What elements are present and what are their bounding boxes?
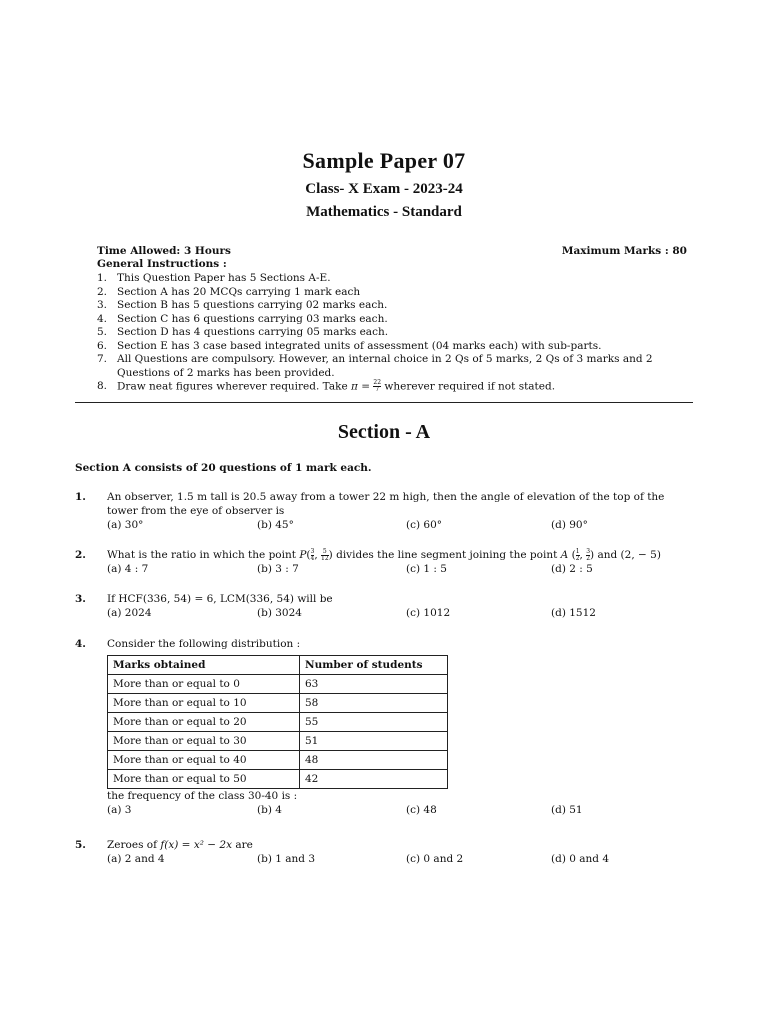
instruction-number: 2. <box>97 285 108 298</box>
fraction-numerator: 3 <box>586 547 591 555</box>
question-text: What is the ratio in which the point P( $\frac{3}{4}$ , $\frac{5}{12}$ ) divides the line segment joining the point A ( $\frac{1}{2}$ , $\frac{3}{2}$ ) and (2, − 5) <box>107 547 661 562</box>
option-b: (b) 3024 <box>257 607 302 619</box>
instruction-number: 1. <box>97 272 108 284</box>
fraction <box>373 380 381 393</box>
fraction-denominator: 7 <box>375 386 380 393</box>
table-row <box>108 675 448 694</box>
table-cell: More than or equal to 40 <box>108 751 300 770</box>
question-5 <box>75 838 695 866</box>
option-c: (c) 60° <box>406 519 443 531</box>
question-number: 1. <box>75 491 86 503</box>
instruction-item <box>97 340 697 354</box>
instruction-text: Section D has 4 questions carrying 05 marks each. <box>117 326 389 338</box>
option-a: (a) 3 <box>107 804 132 816</box>
table-cell: 58 <box>300 694 448 713</box>
general-instructions-heading: General Instructions : <box>97 258 227 270</box>
column-header: Number of students <box>300 656 448 675</box>
option-d: (d) 2 : 5 <box>551 563 593 575</box>
fraction <box>586 549 590 562</box>
instruction-number: 5. <box>97 326 108 338</box>
subject-line: Mathematics - Standard <box>306 204 462 220</box>
option-d: (d) 0 and 4 <box>551 853 610 865</box>
question-number: 2. <box>75 549 86 561</box>
instruction-text-end: wherever required if not stated. <box>381 380 556 393</box>
instruction-text: Section E has 3 case based integrated units of assessment (04 marks each) with sub-parts. <box>117 339 602 352</box>
instruction-text: Section A has 20 MCQs carrying 1 mark each <box>117 285 361 298</box>
question-3 <box>75 592 695 620</box>
question-2 <box>75 548 695 576</box>
question-text-start: What is the ratio in which the point <box>107 549 300 561</box>
question-4 <box>75 637 695 817</box>
table-cell: 51 <box>300 732 448 751</box>
fraction-numerator: 5 <box>322 547 327 555</box>
function-expression: f(x) = x² − 2x <box>160 839 233 851</box>
table-cell: More than or equal to 0 <box>108 675 300 694</box>
question-text: If HCF(336, 54) = 6, LCM(336, 54) will be <box>107 593 333 605</box>
fraction-numerator: 3 <box>310 547 315 555</box>
instruction-number: 7. <box>97 353 108 365</box>
fraction-denominator: 2 <box>575 554 580 562</box>
table-cell: 48 <box>300 751 448 770</box>
instruction-item <box>97 313 697 327</box>
class-line: Class- X Exam - 2023-24 <box>305 181 463 197</box>
table-cell: More than or equal to 30 <box>108 732 300 751</box>
question-1 <box>75 490 695 532</box>
section-title: Section - A <box>337 421 431 443</box>
pi-symbol: π = <box>351 380 371 393</box>
fraction-denominator: 4 <box>310 554 315 562</box>
fraction <box>321 549 329 562</box>
instruction-item <box>97 272 697 286</box>
option-b: (b) 1 and 3 <box>257 853 316 865</box>
table-header-row <box>108 656 448 675</box>
table-cell: More than or equal to 10 <box>108 694 300 713</box>
question-number: 4. <box>75 638 86 650</box>
table-row <box>108 694 448 713</box>
instructions-list <box>97 272 697 394</box>
instruction-number: 4. <box>97 312 108 325</box>
question-text <box>107 838 695 852</box>
fraction <box>576 549 580 562</box>
instruction-item <box>97 380 697 394</box>
option-b: (b) 4 <box>257 804 282 816</box>
instruction-item <box>97 353 697 380</box>
table-cell: More than or equal to 50 <box>108 770 300 789</box>
fraction <box>311 549 315 562</box>
option-a: (a) 2024 <box>107 607 152 619</box>
option-a: (a) 30° <box>107 519 144 531</box>
question-number: 5. <box>75 839 86 851</box>
options-row <box>107 606 695 620</box>
options-row <box>107 518 695 532</box>
table-row <box>108 751 448 770</box>
option-d: (d) 1512 <box>551 607 596 619</box>
question-text-end: are <box>232 839 253 851</box>
time-allowed: Time Allowed: 3 Hours <box>97 245 231 257</box>
option-c: (c) 1012 <box>406 607 451 619</box>
instruction-number: 6. <box>97 339 108 352</box>
option-b: (b) 45° <box>257 519 294 531</box>
question-number: 3. <box>75 593 86 605</box>
instruction-item <box>97 286 697 300</box>
option-c: (c) 48 <box>406 804 437 816</box>
option-a: (a) 4 : 7 <box>107 563 149 575</box>
question-text-end: and (2, − 5) <box>594 549 661 561</box>
table-cell: 55 <box>300 713 448 732</box>
point-a: A <box>560 549 569 561</box>
fraction-numerator: 22 <box>373 379 382 386</box>
question-followup: the frequency of the class 30-40 is : <box>107 790 298 802</box>
table-row <box>108 732 448 751</box>
question-text: Consider the following distribution : <box>107 638 301 650</box>
section-intro: Section A consists of 20 questions of 1 mark each. <box>75 462 372 474</box>
column-header: Marks obtained <box>108 656 300 675</box>
table-cell: 63 <box>300 675 448 694</box>
distribution-table <box>107 655 448 789</box>
option-c: (c) 1 : 5 <box>406 563 447 575</box>
option-b: (b) 3 : 7 <box>257 563 299 575</box>
table-row <box>108 713 448 732</box>
table-cell: More than or equal to 20 <box>108 713 300 732</box>
instruction-number: 3. <box>97 299 108 311</box>
option-c: (c) 0 and 2 <box>406 853 464 865</box>
horizontal-divider <box>75 402 693 403</box>
fraction-denominator: 2 <box>586 554 591 562</box>
question-text: An observer, 1.5 m tall is 20.5 away from a tower 22 m high, then the angle of elevation of the top of the tower from the eye of observer is <box>107 491 665 517</box>
paper-title: Sample Paper 07 <box>302 148 466 173</box>
option-a: (a) 2 and 4 <box>107 853 165 865</box>
instruction-item <box>97 326 697 340</box>
instruction-text: Section C has 6 questions carrying 03 marks each. <box>117 312 388 325</box>
option-d: (d) 51 <box>551 804 583 816</box>
fraction-numerator: 1 <box>575 547 580 555</box>
fraction-denominator: 12 <box>321 554 329 562</box>
instruction-text: All Questions are compulsory. However, an internal choice in 2 Qs of 5 marks, 2 Qs of 3 marks and 2 Questions of 2 marks has been provided. <box>117 353 653 379</box>
option-d: (d) 90° <box>551 519 588 531</box>
instruction-number: 8. <box>97 380 108 392</box>
table-row <box>108 770 448 789</box>
point-p: P <box>299 549 307 561</box>
question-text-start: Zeroes of <box>107 839 161 851</box>
table-cell: 42 <box>300 770 448 789</box>
instruction-text: This Question Paper has 5 Sections A-E. <box>117 272 331 284</box>
options-row <box>107 852 695 866</box>
instruction-text: Draw neat figures wherever required. Take <box>117 380 352 393</box>
question-text-mid: divides the line segment joining the point <box>332 549 561 561</box>
options-row <box>107 562 695 576</box>
instruction-item <box>97 299 697 313</box>
max-marks: Maximum Marks : 80 <box>561 245 687 257</box>
instruction-text: Section B has 5 questions carrying 02 marks each. <box>117 299 388 311</box>
options-row <box>107 803 695 817</box>
